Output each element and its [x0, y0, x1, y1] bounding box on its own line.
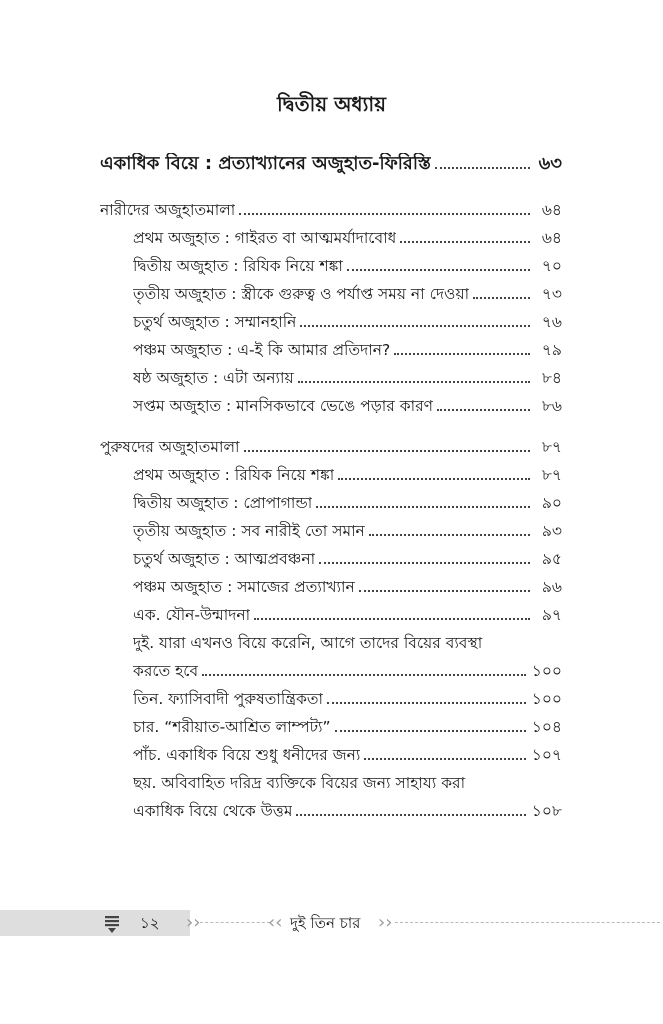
dot-leader	[394, 352, 530, 355]
toc-item[interactable]	[133, 283, 562, 305]
dot-leader	[254, 617, 530, 620]
dot-leader	[347, 268, 530, 271]
toc-entry-title: তৃতীয় অজুহাত : সব নারীই তো সমান	[133, 522, 365, 540]
toc-entry-title: দ্বিতীয় অজুহাত : রিযিক নিয়ে শঙ্কা	[133, 257, 343, 275]
toc-item[interactable]	[133, 395, 562, 417]
toc-item[interactable]	[133, 744, 562, 766]
dot-leader	[473, 296, 530, 299]
footer-band	[0, 910, 190, 936]
dot-leader	[319, 561, 530, 564]
chevron-left-icon: ‹‹	[268, 912, 283, 933]
toc-page-number: ৮৭	[541, 438, 562, 456]
toc-item[interactable]	[133, 311, 562, 333]
dot-leader	[316, 505, 530, 508]
toc-entry-title: তৃতীয় অজুহাত : স্ত্রীকে গুরুত্ব ও পর্যাপ্ত সময় না দেওয়া	[133, 285, 470, 303]
toc-item[interactable]	[133, 576, 562, 598]
toc-page-number: ১০০	[531, 662, 562, 680]
dot-leader	[298, 380, 530, 383]
dot-leader	[369, 533, 530, 536]
toc-page-number: ৯৭	[541, 606, 562, 624]
toc-page-number: ১০০	[531, 690, 562, 708]
toc-page-number: ৭৯	[541, 341, 562, 359]
dot-leader	[338, 477, 530, 480]
toc-entry-title: চার. “শরীয়াত-আশ্রিত লাম্পট্য”	[133, 718, 331, 736]
footer-rule-right	[395, 922, 660, 926]
footer-rule-left	[200, 922, 270, 926]
chevron-right-icon: ››	[378, 912, 393, 933]
toc-entry-title: চতুর্থ অজুহাত : আত্মপ্রবঞ্চনা	[133, 550, 316, 568]
dot-leader	[359, 589, 530, 592]
toc-entry-title: প্রথম অজুহাত : রিযিক নিয়ে শঙ্কা	[133, 466, 335, 484]
toc-entry-title: নারীদের অজুহাতমালা	[100, 201, 236, 219]
dot-leader	[364, 757, 525, 760]
toc-item[interactable]	[133, 800, 562, 822]
toc-item-line1[interactable]: দুই. যারা এখনও বিয়ে করেনি, আগে তাদের বিয়ের ব্যবস্থা	[133, 634, 483, 652]
toc-page-number: ৭০	[541, 257, 562, 275]
toc-item[interactable]	[133, 660, 562, 682]
toc-item[interactable]	[133, 227, 562, 249]
dot-leader	[400, 240, 530, 243]
toc-item[interactable]	[133, 688, 562, 710]
toc-entry-title: পঞ্চম অজুহাত : সমাজের প্রত্যাখ্যান	[133, 578, 355, 596]
book-logo-icon	[104, 914, 122, 934]
toc-entry-title: চতুর্থ অজুহাত : সম্মানহানি	[133, 313, 297, 331]
toc-entry-title: একাধিক বিয়ে : প্রত্যাখ্যানের অজুহাত-ফিরিস্তি	[100, 153, 431, 174]
toc-page-number: ১০৭	[531, 746, 562, 764]
toc-section-men[interactable]	[100, 436, 562, 458]
toc-main-entry[interactable]	[100, 153, 562, 175]
toc-item-line1[interactable]: ছয়. অবিবাহিত দরিদ্র ব্যক্তিকে বিয়ের জন্য সাহায্য করা	[133, 774, 466, 792]
toc-page-number: ৭৩	[541, 285, 562, 303]
dot-leader	[239, 212, 530, 215]
toc-entry-title: দ্বিতীয় অজুহাত : প্রোপাগান্ডা	[133, 494, 313, 512]
dot-leader	[327, 701, 526, 704]
toc-item[interactable]	[133, 367, 562, 389]
toc-page-number: ৯০	[541, 494, 562, 512]
toc-item[interactable]	[133, 548, 562, 570]
dot-leader	[296, 813, 525, 816]
dot-leader	[244, 449, 531, 452]
toc-entry-title: পাঁচ. একাধিক বিয়ে শুধু ধনীদের জন্য	[133, 746, 361, 764]
toc-entry-title: তিন. ফ্যাসিবাদী পুরুষতান্ত্রিকতা	[133, 690, 324, 708]
toc-item[interactable]	[133, 464, 562, 486]
toc-entry-title: এক. যৌন-উন্মাদনা	[133, 606, 251, 624]
toc-page-number: ৭৬	[541, 313, 562, 331]
page-footer	[0, 906, 663, 940]
toc-entry-title: ষষ্ঠ অজুহাত : এটা অন্যায়	[133, 369, 294, 387]
chevron-right-icon: ››	[186, 912, 201, 933]
toc-item[interactable]	[133, 339, 562, 361]
toc-entry-title: পঞ্চম অজুহাত : এ-ই কি আমার প্রতিদান?	[133, 341, 391, 359]
toc-entry-title: প্রথম অজুহাত : গাইরত বা আত্মমর্যাদাবোধ	[133, 229, 397, 247]
dot-leader	[335, 729, 526, 732]
toc-entry-title: করতে হবে	[133, 662, 199, 680]
chapter-title: দ্বিতীয় অধ্যায়	[277, 92, 386, 116]
toc-page-number: ৬৪	[541, 201, 562, 219]
toc-page-number: ৯৩	[541, 522, 562, 540]
toc-page-number: ৮৭	[541, 466, 562, 484]
dot-leader	[202, 673, 526, 676]
toc-page-number: ১০৮	[531, 802, 562, 820]
toc-page-number: ৮৪	[541, 369, 562, 387]
dot-leader	[437, 408, 530, 411]
toc-entry-title: একাধিক বিয়ে থেকে উত্তম	[133, 802, 293, 820]
toc-page-number: ৬৩	[538, 153, 562, 174]
toc-item[interactable]	[133, 492, 562, 514]
toc-entry-title: সপ্তম অজুহাত : মানসিকভাবে ভেঙে পড়ার কারণ	[133, 397, 433, 415]
toc-item[interactable]	[133, 255, 562, 277]
dot-leader	[300, 324, 530, 327]
toc-page-number: ৬৪	[541, 229, 562, 247]
toc-item[interactable]	[133, 716, 562, 738]
toc-item[interactable]	[133, 520, 562, 542]
dot-leader	[435, 166, 530, 169]
toc-page-number: ৯৫	[541, 550, 562, 568]
toc-item[interactable]	[133, 604, 562, 626]
toc-page-number: ৮৬	[541, 397, 562, 415]
toc-entry-title: পুরুষদের অজুহাতমালা	[100, 438, 240, 456]
toc-section-women[interactable]	[100, 199, 562, 221]
toc-page-number: ৯৬	[541, 578, 562, 596]
page-number: ১২	[140, 914, 160, 932]
book-title: দুই তিন চার	[290, 914, 361, 932]
toc-page-number: ১০৪	[531, 718, 562, 736]
